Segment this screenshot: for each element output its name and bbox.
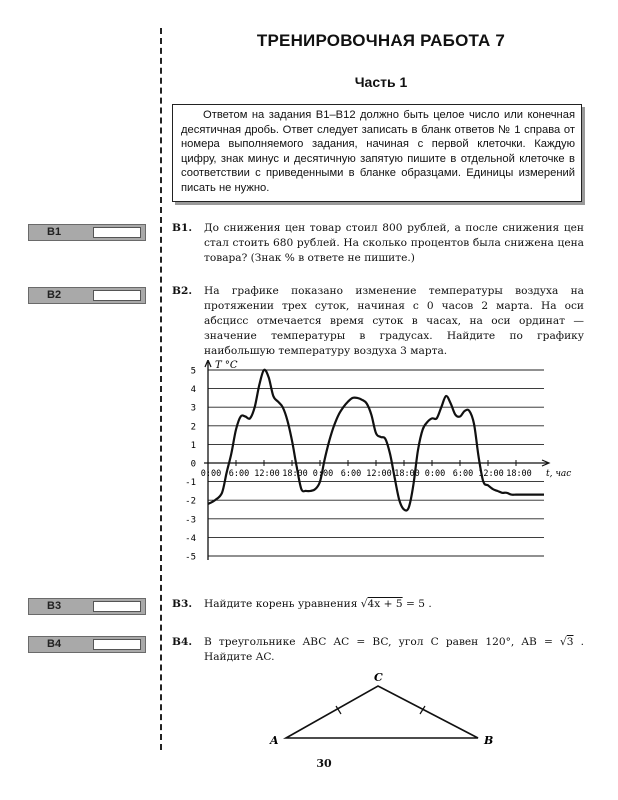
- triangle-shape: [286, 686, 478, 738]
- task-b4: [172, 635, 584, 665]
- temperature-chart: [172, 360, 584, 572]
- task-b1: [172, 221, 584, 266]
- y-tick-label: -3: [185, 515, 196, 526]
- vertex-label-b: B: [484, 734, 494, 747]
- answer-box-b1: [28, 224, 146, 241]
- task-text-before: Найдите корень уравнения: [204, 598, 361, 610]
- task-b2: [172, 284, 584, 359]
- x-tick-label: 18:00: [394, 469, 420, 479]
- x-tick-label: 0:00: [424, 469, 446, 479]
- task-text: [204, 635, 584, 665]
- x-tick-label: 0:00: [200, 469, 222, 479]
- x-tick-label: 6:00: [340, 469, 362, 479]
- vertex-label-c: C: [374, 671, 383, 684]
- task-text-after: . Найдите AC.: [204, 636, 584, 663]
- x-tick-label: 12:00: [478, 469, 504, 479]
- task-text: [204, 597, 584, 612]
- chart-labels: [185, 360, 571, 563]
- triangle-diagram: [262, 668, 502, 750]
- answer-box-b2: [28, 287, 146, 304]
- cut-line: [160, 28, 162, 750]
- x-tick-label: 0:00: [312, 469, 334, 479]
- x-axis-label: t, час: [546, 469, 572, 479]
- answer-box-label: B2: [47, 289, 62, 301]
- page-title: ТРЕНИРОВОЧНАЯ РАБОТА 7: [256, 31, 506, 50]
- y-axis-label: T °C: [215, 360, 238, 371]
- answer-box-label: B3: [47, 600, 62, 612]
- chart-axes: [204, 360, 549, 560]
- sqrt-radicand: 3: [566, 636, 574, 648]
- task-number: B2.: [172, 285, 193, 297]
- y-tick-label: 4: [190, 385, 196, 396]
- part-title: Часть 1: [354, 74, 408, 90]
- y-tick-label: -4: [185, 533, 196, 544]
- y-tick-label: 3: [190, 403, 196, 414]
- x-tick-label: 6:00: [228, 469, 250, 479]
- task-text-before: В треугольнике ABC AC = BC, угол C равен 120°, AB =: [204, 636, 560, 648]
- answer-box-b4: [28, 636, 146, 653]
- y-tick-label: 1: [190, 440, 196, 451]
- y-tick-label: -1: [185, 478, 196, 489]
- temperature-series-line: [208, 370, 544, 511]
- sqrt-sign: √: [360, 598, 368, 610]
- answer-cell[interactable]: [93, 290, 141, 301]
- y-tick-label: 2: [190, 422, 196, 433]
- y-tick-label: 0: [190, 459, 196, 470]
- x-tick-label: 12:00: [366, 469, 392, 479]
- sqrt-radicand: 4x + 5: [367, 598, 403, 610]
- y-tick-label: -2: [185, 496, 196, 507]
- instructions-text: Ответом на задания B1–B12 должно быть целое число или конечная десятичная дробь. Ответ следует записать в бланк ответов № 1 справа от номера выполняемого задания, начиная с первой клеточки. Каждую цифру, знак минус и десятичную запятую пишите в отдельной клеточке в соответствии с приведенными в бланке образцами. Единицы измерений писать не нужно.: [181, 109, 575, 194]
- task-b3: [172, 597, 584, 612]
- answer-box-label: B4: [47, 638, 62, 650]
- task-text: До снижения цен товар стоил 800 рублей, а после снижения цен стал стоить 680 рублей. На сколько процентов была снижена цена товара? (Знак % в ответе не пишите.): [204, 222, 584, 264]
- answer-box-b3: [28, 598, 146, 615]
- answer-cell[interactable]: [93, 227, 141, 238]
- x-tick-label: 18:00: [506, 469, 532, 479]
- task-number: B1.: [172, 222, 193, 234]
- answer-cell[interactable]: [93, 639, 141, 650]
- task-number: B3.: [172, 598, 193, 610]
- task-text: На графике показано изменение температуры воздуха на протяжении трех суток, начиная с 0 часов 2 марта. На оси абсцисс отмечается время суток в часах, на оси ординат — значение температуры в градусах. Найдите по графику наибольшую температуру воздуха 3 марта.: [204, 285, 584, 357]
- sqrt-sign: √: [559, 636, 567, 648]
- x-tick-label: 18:00: [282, 469, 308, 479]
- task-number: B4.: [172, 636, 193, 648]
- instructions-box: [172, 104, 582, 202]
- x-tick-label: 6:00: [452, 469, 474, 479]
- task-text-after: = 5 .: [402, 598, 432, 610]
- y-tick-label: 5: [190, 366, 196, 377]
- answer-cell[interactable]: [93, 601, 141, 612]
- page-number: 30: [316, 757, 332, 770]
- vertex-label-a: A: [270, 734, 279, 747]
- y-tick-label: -5: [185, 552, 196, 563]
- answer-box-label: B1: [47, 226, 62, 238]
- x-tick-label: 12:00: [254, 469, 280, 479]
